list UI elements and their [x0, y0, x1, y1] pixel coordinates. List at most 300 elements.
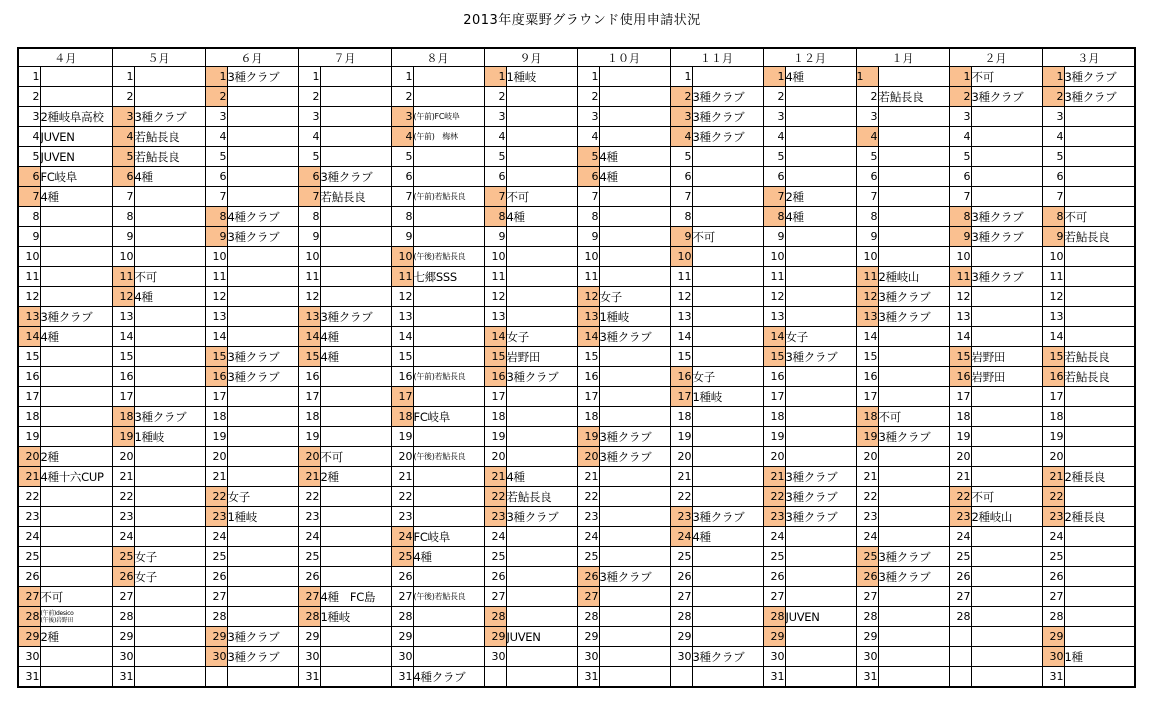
booking-cell[interactable] [320, 127, 391, 147]
booking-cell[interactable]: 3種クラブ [785, 347, 856, 367]
booking-cell[interactable] [878, 647, 949, 667]
booking-cell[interactable] [599, 607, 670, 627]
booking-cell[interactable]: 2種 [785, 187, 856, 207]
booking-cell[interactable] [320, 627, 391, 647]
booking-cell[interactable] [40, 207, 112, 227]
booking-cell[interactable] [40, 247, 112, 267]
booking-cell[interactable]: 不可 [320, 447, 391, 467]
booking-cell[interactable] [320, 67, 391, 87]
booking-cell[interactable] [40, 287, 112, 307]
booking-cell[interactable] [692, 587, 763, 607]
booking-cell[interactable] [785, 307, 856, 327]
booking-cell[interactable] [971, 527, 1042, 547]
booking-cell[interactable]: 3種クラブ [785, 467, 856, 487]
booking-cell[interactable] [971, 567, 1042, 587]
booking-cell[interactable] [134, 647, 205, 667]
booking-cell[interactable] [506, 547, 577, 567]
booking-cell[interactable] [134, 507, 205, 527]
booking-cell[interactable] [227, 527, 298, 547]
booking-cell[interactable] [692, 187, 763, 207]
booking-cell[interactable] [971, 407, 1042, 427]
booking-cell[interactable] [320, 367, 391, 387]
booking-cell[interactable] [134, 87, 205, 107]
booking-cell[interactable]: 1種岐 [134, 427, 205, 447]
booking-cell[interactable] [599, 467, 670, 487]
booking-cell[interactable] [785, 227, 856, 247]
booking-cell[interactable] [971, 467, 1042, 487]
booking-cell[interactable] [227, 427, 298, 447]
booking-cell[interactable] [227, 587, 298, 607]
booking-cell[interactable]: 4種 [692, 527, 763, 547]
booking-cell[interactable] [227, 87, 298, 107]
booking-cell[interactable] [413, 627, 484, 647]
booking-cell[interactable] [134, 227, 205, 247]
booking-cell[interactable] [227, 447, 298, 467]
booking-cell[interactable] [971, 547, 1042, 567]
booking-cell[interactable]: 3種クラブ [878, 567, 949, 587]
booking-cell[interactable] [878, 507, 949, 527]
booking-cell[interactable] [40, 367, 112, 387]
booking-cell[interactable] [227, 127, 298, 147]
booking-cell[interactable] [785, 407, 856, 427]
booking-cell[interactable] [1064, 267, 1135, 287]
booking-cell[interactable] [413, 427, 484, 447]
booking-cell[interactable] [40, 647, 112, 667]
booking-cell[interactable]: 不可 [134, 267, 205, 287]
booking-cell[interactable]: 1種岐 [506, 67, 577, 87]
booking-cell[interactable] [227, 307, 298, 327]
booking-cell[interactable] [413, 287, 484, 307]
booking-cell[interactable]: 不可 [40, 587, 112, 607]
booking-cell[interactable] [506, 247, 577, 267]
booking-cell[interactable] [134, 67, 205, 87]
booking-cell[interactable] [320, 667, 391, 688]
booking-cell[interactable] [599, 227, 670, 247]
booking-cell[interactable] [692, 407, 763, 427]
booking-cell[interactable] [40, 67, 112, 87]
booking-cell[interactable] [878, 67, 949, 87]
booking-cell[interactable] [506, 567, 577, 587]
booking-cell[interactable] [506, 227, 577, 247]
booking-cell[interactable] [134, 207, 205, 227]
booking-cell[interactable] [692, 327, 763, 347]
booking-cell[interactable]: 3種クラブ [785, 507, 856, 527]
booking-cell[interactable] [320, 527, 391, 547]
booking-cell[interactable] [692, 247, 763, 267]
booking-cell[interactable]: 若鮎長良 [878, 87, 949, 107]
booking-cell[interactable] [320, 487, 391, 507]
booking-cell[interactable] [40, 227, 112, 247]
booking-cell[interactable] [134, 607, 205, 627]
booking-cell[interactable]: 4種クラブ [413, 667, 484, 688]
booking-cell[interactable] [506, 587, 577, 607]
booking-cell[interactable] [785, 87, 856, 107]
booking-cell[interactable] [785, 447, 856, 467]
booking-cell[interactable] [785, 167, 856, 187]
booking-cell[interactable]: 4種 [40, 327, 112, 347]
booking-cell[interactable]: 女子 [599, 287, 670, 307]
booking-cell[interactable]: 若鮎長良 [134, 127, 205, 147]
booking-cell[interactable] [692, 447, 763, 467]
booking-cell[interactable] [320, 247, 391, 267]
booking-cell[interactable]: 3種クラブ [599, 427, 670, 447]
booking-cell[interactable]: 2種長良 [1064, 467, 1135, 487]
booking-cell[interactable]: 4種 [320, 347, 391, 367]
booking-cell[interactable]: 若鮎長良 [134, 147, 205, 167]
booking-cell[interactable] [40, 507, 112, 527]
booking-cell[interactable]: 女子 [134, 567, 205, 587]
booking-cell[interactable]: 3種クラブ [506, 507, 577, 527]
booking-cell[interactable] [320, 287, 391, 307]
booking-cell[interactable] [320, 387, 391, 407]
booking-cell[interactable] [692, 287, 763, 307]
booking-cell[interactable]: 3種クラブ [599, 327, 670, 347]
booking-cell[interactable] [320, 547, 391, 567]
booking-cell[interactable] [971, 427, 1042, 447]
booking-cell[interactable] [971, 107, 1042, 127]
booking-cell[interactable] [971, 587, 1042, 607]
booking-cell[interactable] [971, 247, 1042, 267]
booking-cell[interactable] [506, 167, 577, 187]
booking-cell[interactable] [878, 207, 949, 227]
booking-cell[interactable]: 4種クラブ [227, 207, 298, 227]
booking-cell[interactable]: 2種長良 [1064, 507, 1135, 527]
booking-cell[interactable] [599, 487, 670, 507]
booking-cell[interactable] [692, 347, 763, 367]
booking-cell[interactable]: 2種 [40, 627, 112, 647]
booking-cell[interactable] [692, 487, 763, 507]
booking-cell[interactable]: 3種クラブ [599, 447, 670, 467]
booking-cell[interactable] [506, 607, 577, 627]
booking-cell[interactable] [320, 647, 391, 667]
booking-cell[interactable]: 不可 [971, 67, 1042, 87]
booking-cell[interactable] [506, 287, 577, 307]
booking-cell[interactable]: 不可 [1064, 207, 1135, 227]
booking-cell[interactable] [878, 447, 949, 467]
booking-cell[interactable]: 若鮎長良 [320, 187, 391, 207]
booking-cell[interactable] [599, 87, 670, 107]
booking-cell[interactable] [1064, 387, 1135, 407]
booking-cell[interactable]: (午前) 梅林 [413, 127, 484, 147]
booking-cell[interactable] [1064, 327, 1135, 347]
booking-cell[interactable] [1064, 287, 1135, 307]
booking-cell[interactable] [227, 607, 298, 627]
booking-cell[interactable]: 1種岐 [599, 307, 670, 327]
booking-cell[interactable] [506, 407, 577, 427]
booking-cell[interactable] [1064, 427, 1135, 447]
booking-cell[interactable]: 2種 [40, 447, 112, 467]
booking-cell[interactable]: 4種 FC島 [320, 587, 391, 607]
booking-cell[interactable]: JUVEN [40, 127, 112, 147]
booking-cell[interactable] [413, 207, 484, 227]
booking-cell[interactable] [971, 667, 1042, 688]
booking-cell[interactable] [785, 107, 856, 127]
booking-cell[interactable] [878, 147, 949, 167]
booking-cell[interactable] [134, 667, 205, 688]
booking-cell[interactable] [506, 307, 577, 327]
booking-cell[interactable]: 岩野田 [971, 367, 1042, 387]
booking-cell[interactable] [878, 667, 949, 688]
booking-cell[interactable]: 4種 [413, 547, 484, 567]
booking-cell[interactable] [971, 647, 1042, 667]
booking-cell[interactable]: FC岐阜 [40, 167, 112, 187]
booking-cell[interactable] [599, 207, 670, 227]
booking-cell[interactable] [40, 667, 112, 688]
booking-cell[interactable] [134, 327, 205, 347]
booking-cell[interactable] [878, 247, 949, 267]
booking-cell[interactable]: 1種岐 [227, 507, 298, 527]
booking-cell[interactable] [413, 307, 484, 327]
booking-cell[interactable] [1064, 407, 1135, 427]
booking-cell[interactable] [692, 467, 763, 487]
booking-cell[interactable] [878, 227, 949, 247]
booking-cell[interactable]: 3種クラブ [971, 207, 1042, 227]
booking-cell[interactable]: 若鮎長良 [1064, 227, 1135, 247]
booking-cell[interactable] [40, 527, 112, 547]
booking-cell[interactable] [320, 87, 391, 107]
booking-cell[interactable]: 2種岐阜高校 [40, 107, 112, 127]
booking-cell[interactable]: 女子 [692, 367, 763, 387]
booking-cell[interactable] [506, 87, 577, 107]
booking-cell[interactable] [1064, 127, 1135, 147]
booking-cell[interactable] [506, 267, 577, 287]
booking-cell[interactable]: 3種クラブ [878, 427, 949, 447]
booking-cell[interactable] [320, 267, 391, 287]
booking-cell[interactable]: 3種クラブ [134, 407, 205, 427]
booking-cell[interactable] [40, 487, 112, 507]
booking-cell[interactable] [878, 347, 949, 367]
booking-cell[interactable] [40, 267, 112, 287]
booking-cell[interactable]: FC岐阜 [413, 527, 484, 547]
booking-cell[interactable] [1064, 447, 1135, 467]
booking-cell[interactable]: 3種クラブ [1064, 67, 1135, 87]
booking-cell[interactable] [878, 107, 949, 127]
booking-cell[interactable]: 4種 [134, 287, 205, 307]
booking-cell[interactable] [692, 627, 763, 647]
booking-cell[interactable]: 3種クラブ [878, 307, 949, 327]
booking-cell[interactable] [878, 467, 949, 487]
booking-cell[interactable] [878, 527, 949, 547]
booking-cell[interactable] [599, 247, 670, 267]
booking-cell[interactable] [506, 527, 577, 547]
booking-cell[interactable] [227, 387, 298, 407]
booking-cell[interactable] [692, 267, 763, 287]
booking-cell[interactable] [692, 167, 763, 187]
booking-cell[interactable] [971, 327, 1042, 347]
booking-cell[interactable]: 4種 [785, 67, 856, 87]
booking-cell[interactable]: FC岐阜 [413, 407, 484, 427]
booking-cell[interactable] [134, 387, 205, 407]
booking-cell[interactable]: 4種 [134, 167, 205, 187]
booking-cell[interactable] [878, 387, 949, 407]
booking-cell[interactable] [971, 147, 1042, 167]
booking-cell[interactable]: 2種岐山 [878, 267, 949, 287]
booking-cell[interactable] [785, 287, 856, 307]
booking-cell[interactable]: 3種クラブ [1064, 87, 1135, 107]
booking-cell[interactable] [599, 587, 670, 607]
booking-cell[interactable]: (午前)若鮎長良 [413, 187, 484, 207]
booking-cell[interactable]: 女子 [227, 487, 298, 507]
booking-cell[interactable] [134, 187, 205, 207]
booking-cell[interactable]: JUVEN [506, 627, 577, 647]
booking-cell[interactable]: 女子 [506, 327, 577, 347]
booking-cell[interactable] [692, 207, 763, 227]
booking-cell[interactable] [785, 427, 856, 447]
booking-cell[interactable]: 岩野田 [971, 347, 1042, 367]
booking-cell[interactable] [785, 587, 856, 607]
booking-cell[interactable]: 3種クラブ [692, 127, 763, 147]
booking-cell[interactable]: 4種 [599, 167, 670, 187]
booking-cell[interactable]: 4種 [506, 207, 577, 227]
booking-cell[interactable] [971, 287, 1042, 307]
booking-cell[interactable] [227, 467, 298, 487]
booking-cell[interactable] [320, 407, 391, 427]
booking-cell[interactable] [692, 567, 763, 587]
booking-cell[interactable]: 3種クラブ [227, 647, 298, 667]
booking-cell[interactable]: 七郷SSS [413, 267, 484, 287]
booking-cell[interactable] [1064, 587, 1135, 607]
booking-cell[interactable] [40, 347, 112, 367]
booking-cell[interactable]: (午前)若鮎長良 [413, 367, 484, 387]
booking-cell[interactable] [227, 327, 298, 347]
booking-cell[interactable]: (午前)FC岐阜 [413, 107, 484, 127]
booking-cell[interactable] [227, 107, 298, 127]
booking-cell[interactable]: 3種クラブ [971, 267, 1042, 287]
booking-cell[interactable] [1064, 567, 1135, 587]
booking-cell[interactable]: 若鮎長良 [1064, 367, 1135, 387]
booking-cell[interactable] [40, 567, 112, 587]
booking-cell[interactable] [599, 387, 670, 407]
booking-cell[interactable] [971, 607, 1042, 627]
booking-cell[interactable] [40, 427, 112, 447]
booking-cell[interactable]: 3種クラブ [320, 167, 391, 187]
booking-cell[interactable]: 3種クラブ [506, 367, 577, 387]
booking-cell[interactable] [320, 567, 391, 587]
booking-cell[interactable] [134, 587, 205, 607]
booking-cell[interactable] [134, 347, 205, 367]
booking-cell[interactable] [413, 327, 484, 347]
booking-cell[interactable]: 若鮎長良 [1064, 347, 1135, 367]
booking-cell[interactable] [413, 147, 484, 167]
booking-cell[interactable] [785, 247, 856, 267]
booking-cell[interactable] [506, 387, 577, 407]
booking-cell[interactable] [320, 427, 391, 447]
booking-cell[interactable] [320, 207, 391, 227]
booking-cell[interactable]: 3種クラブ [134, 107, 205, 127]
booking-cell[interactable]: 3種クラブ [320, 307, 391, 327]
booking-cell[interactable] [1064, 627, 1135, 647]
booking-cell[interactable] [413, 487, 484, 507]
booking-cell[interactable] [599, 367, 670, 387]
booking-cell[interactable] [227, 147, 298, 167]
booking-cell[interactable] [227, 567, 298, 587]
booking-cell[interactable] [320, 507, 391, 527]
booking-cell[interactable]: 3種クラブ [971, 227, 1042, 247]
booking-cell[interactable] [134, 447, 205, 467]
booking-cell[interactable] [413, 607, 484, 627]
booking-cell[interactable] [785, 627, 856, 647]
booking-cell[interactable]: 3種クラブ [692, 647, 763, 667]
booking-cell[interactable] [971, 167, 1042, 187]
booking-cell[interactable] [1064, 247, 1135, 267]
booking-cell[interactable] [134, 247, 205, 267]
booking-cell[interactable] [971, 627, 1042, 647]
booking-cell[interactable]: 女子 [134, 547, 205, 567]
booking-cell[interactable] [971, 447, 1042, 467]
booking-cell[interactable] [599, 127, 670, 147]
booking-cell[interactable] [599, 187, 670, 207]
booking-cell[interactable] [785, 147, 856, 167]
booking-cell[interactable]: 不可 [692, 227, 763, 247]
booking-cell[interactable] [692, 147, 763, 167]
booking-cell[interactable] [878, 607, 949, 627]
booking-cell[interactable]: 3種クラブ [227, 347, 298, 367]
booking-cell[interactable]: 2種岐山 [971, 507, 1042, 527]
booking-cell[interactable] [506, 647, 577, 667]
booking-cell[interactable] [785, 387, 856, 407]
booking-cell[interactable]: 3種クラブ [692, 507, 763, 527]
booking-cell[interactable] [1064, 487, 1135, 507]
booking-cell[interactable] [692, 67, 763, 87]
booking-cell[interactable] [413, 167, 484, 187]
booking-cell[interactable] [506, 427, 577, 447]
booking-cell[interactable]: 4種 [599, 147, 670, 167]
booking-cell[interactable]: 3種クラブ [878, 287, 949, 307]
booking-cell[interactable] [785, 367, 856, 387]
booking-cell[interactable] [413, 227, 484, 247]
booking-cell[interactable] [971, 387, 1042, 407]
booking-cell[interactable]: (午後)若鮎長良 [413, 447, 484, 467]
booking-cell[interactable] [1064, 307, 1135, 327]
booking-cell[interactable] [1064, 527, 1135, 547]
booking-cell[interactable]: 女子 [785, 327, 856, 347]
booking-cell[interactable] [40, 407, 112, 427]
booking-cell[interactable]: 3種クラブ [227, 67, 298, 87]
booking-cell[interactable] [134, 467, 205, 487]
booking-cell[interactable] [599, 627, 670, 647]
booking-cell[interactable]: 4種 [506, 467, 577, 487]
booking-cell[interactable] [413, 467, 484, 487]
booking-cell[interactable]: 若鮎長良 [506, 487, 577, 507]
booking-cell[interactable] [599, 547, 670, 567]
booking-cell[interactable] [227, 667, 298, 688]
booking-cell[interactable] [692, 307, 763, 327]
booking-cell[interactable] [878, 487, 949, 507]
booking-cell[interactable] [413, 567, 484, 587]
booking-cell[interactable] [134, 627, 205, 647]
booking-cell[interactable] [692, 607, 763, 627]
booking-cell[interactable] [134, 527, 205, 547]
booking-cell[interactable] [320, 107, 391, 127]
booking-cell[interactable]: 3種クラブ [40, 307, 112, 327]
booking-cell[interactable] [227, 547, 298, 567]
booking-cell[interactable] [878, 367, 949, 387]
booking-cell[interactable]: 3種クラブ [692, 87, 763, 107]
booking-cell[interactable] [40, 547, 112, 567]
booking-cell[interactable] [506, 107, 577, 127]
booking-cell[interactable] [599, 347, 670, 367]
booking-cell[interactable] [134, 367, 205, 387]
booking-cell[interactable]: 不可 [506, 187, 577, 207]
booking-cell[interactable] [413, 67, 484, 87]
booking-cell[interactable] [878, 327, 949, 347]
booking-cell[interactable] [506, 667, 577, 688]
booking-cell[interactable]: 3種クラブ [878, 547, 949, 567]
booking-cell[interactable]: 4種 [40, 187, 112, 207]
booking-cell[interactable] [1064, 167, 1135, 187]
booking-cell[interactable] [227, 187, 298, 207]
booking-cell[interactable] [692, 427, 763, 447]
